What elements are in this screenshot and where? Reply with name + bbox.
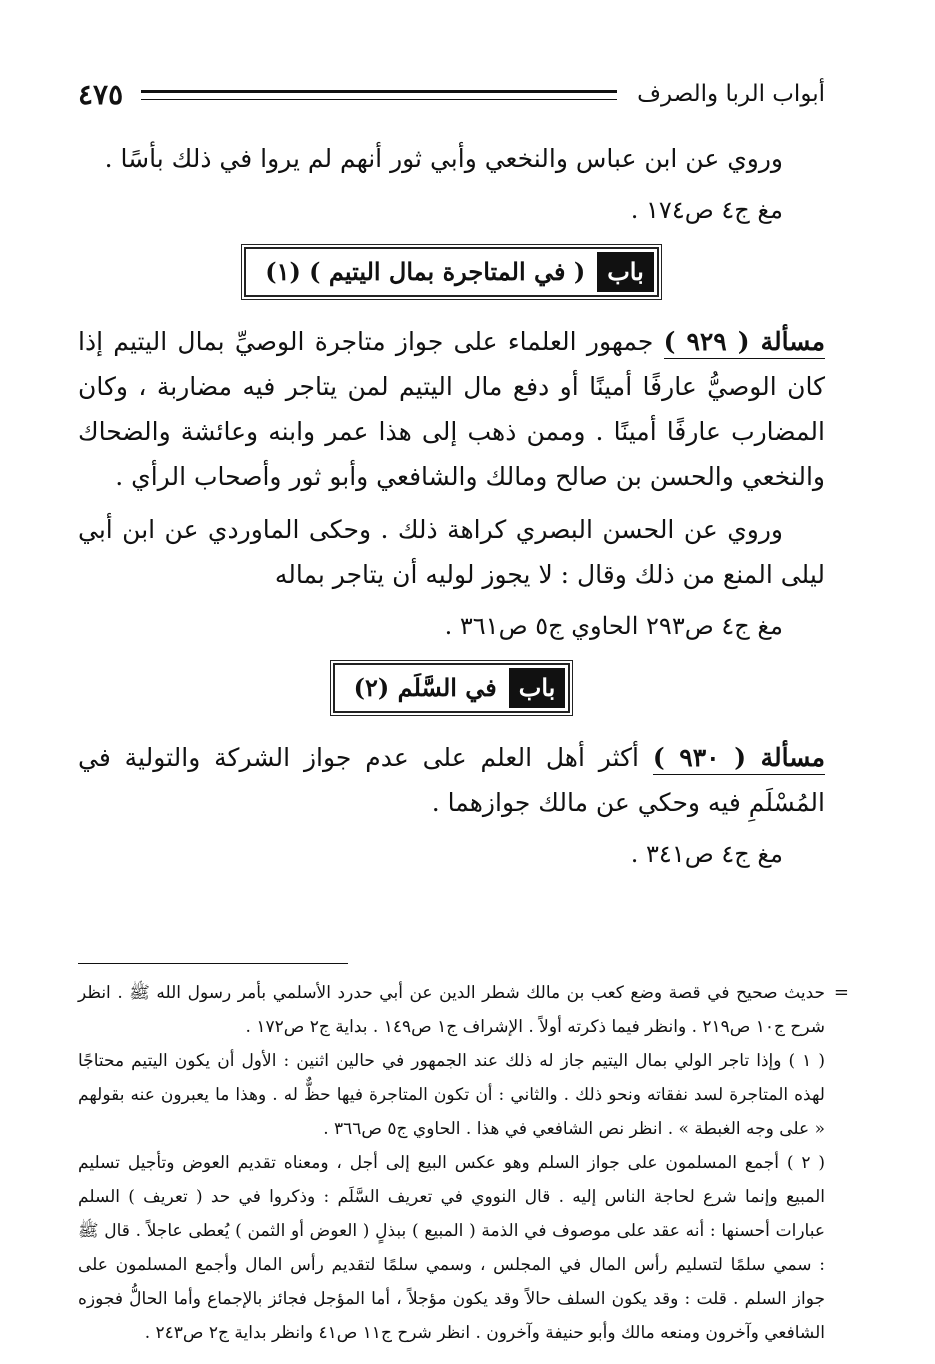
book-page [78,70,849,1343]
masala-929-paragraph-2: وروي عن الحسن البصري كراهة ذلك . وحكى الماوردي عن ابن أبي ليلى المنع من ذلك وقال : لا يجوز لوليه أن يتاجر بماله [78,515,825,589]
section-heading-wrap-1 [78,247,825,297]
masala-930-text: أكثر أهل العلم على عدم جواز الشركة والتولية في المُسْلَمِ فيه وحكي عن مالك جوازهما . [78,743,825,817]
section-heading-1 [244,247,659,297]
masala-929-text: جمهور العلماء على جواز متاجرة الوصيِّ بمال اليتيم إذا كان الوصيُّ عارفًا أمينًا أو دفع مال اليتيم لمن يتاجر فيه مضاربة ، وكان المضارب عارفًا أمينًا . وممن ذهب إلى هذا عمر وابنه وعائشة والضحاك والنخعي والحسن بن صالح ومالك والشافعي وأبو ثور وأصحاب الرأي . [78,327,825,491]
footnote-divider [78,963,348,964]
intro-paragraph: وروي عن ابن عباس والنخعي وأبي ثور أنهم لم يروا في ذلك بأسًا . [104,144,783,173]
masala-930-label: مسألة ( ٩٣٠ ) [653,743,825,775]
footnote-1: ( ١ ) وإذا تاجر الولي بمال اليتيم جاز له ذلك عند الجمهور في حالين اثنين : الأول أن يكون اليتيم محتاجًا لهذه المتاجرة لسد نفقاته ونحو ذلك . والثاني : أن تكون المتاجرة فيها حظٌّ له . وهذا ما يعبرون عنه بقولهم « على وجه الغبطة » . انظر نص الشافعي في هذا . الحاوي ج٥ ص٣٦٦ . [78,1051,825,1139]
section-title-2: في السَّلَم (٢) [353,673,497,702]
masala-929-label: مسألة ( ٩٢٩ ) [664,327,825,359]
footnote-continuation: حديث صحيح في قصة وضع كعب بن مالك شطر الدين عن أبي حدرد الأسلمي بأمر رسول الله ﷺ . انظر شرح ج١٠ ص٢١٩ . وانظر فيما ذكرته أولاً . الإشراف ج١ ص١٤٩ . بداية ج٢ ص١٧٢ . [78,983,825,1037]
continuation-mark: = [833,982,849,1003]
footnote-continuation-block [78,976,849,1044]
page-number: ٤٧٥ [78,77,124,111]
masala-930-paragraph [78,735,825,825]
masala-929-paragraph [78,319,825,499]
masala-929-reference: مغ ج٤ ص٢٩٣ الحاوي ج٥ ص٣٦١ . [444,612,783,640]
section-heading-2 [333,663,571,713]
running-header [78,70,825,118]
section-title-1: ( في المتاجرة بمال اليتيم ) (١) [265,257,586,286]
footnote-2: ( ٢ ) أجمع المسلمون على جواز السلم وهو عكس البيع إلى أجل ، ومعناه تقديم العوض وتأجيل تسليم المبيع وإنما شرع لحاجة الناس إليه . قال النووي في تعريف السَّلَم : وذكروا في حد ( تعريف ) السلم عبارات أحسنها : أنه عقد على موصوف في الذمة ( المبيع ) ببذلٍ ( العوض أو الثمن ) يُعطى عاجلاً . قال ﷺ : سمي سلمًا لتسليم رأس المال في المجلس ، وسمي سلمًا لتقديم رأس المال وأجمع المسلمون على جواز السلم . قلت : وقد يكون السلف حالاً وقد يكون مؤجلاً ، أما المؤجل فجائز بالإجماع وأما الحالُّ فجوزه الشافعي وآخرون ومنعه مالك وأبو حنيفة وآخرون . انظر شرح ج١١ ص٤١ وانظر بداية ج٢ ص٢٤٣ . [78,1153,825,1343]
header-rule [141,90,617,100]
running-header-title: أبواب الربا والصرف [637,81,825,107]
intro-reference: مغ ج٤ ص١٧٤ . [630,196,783,224]
section-label-1: باب [597,252,654,292]
section-heading-wrap-2 [78,663,825,713]
section-label-2: باب [509,668,566,708]
masala-930-reference: مغ ج٤ ص٣٤١ . [630,840,783,868]
